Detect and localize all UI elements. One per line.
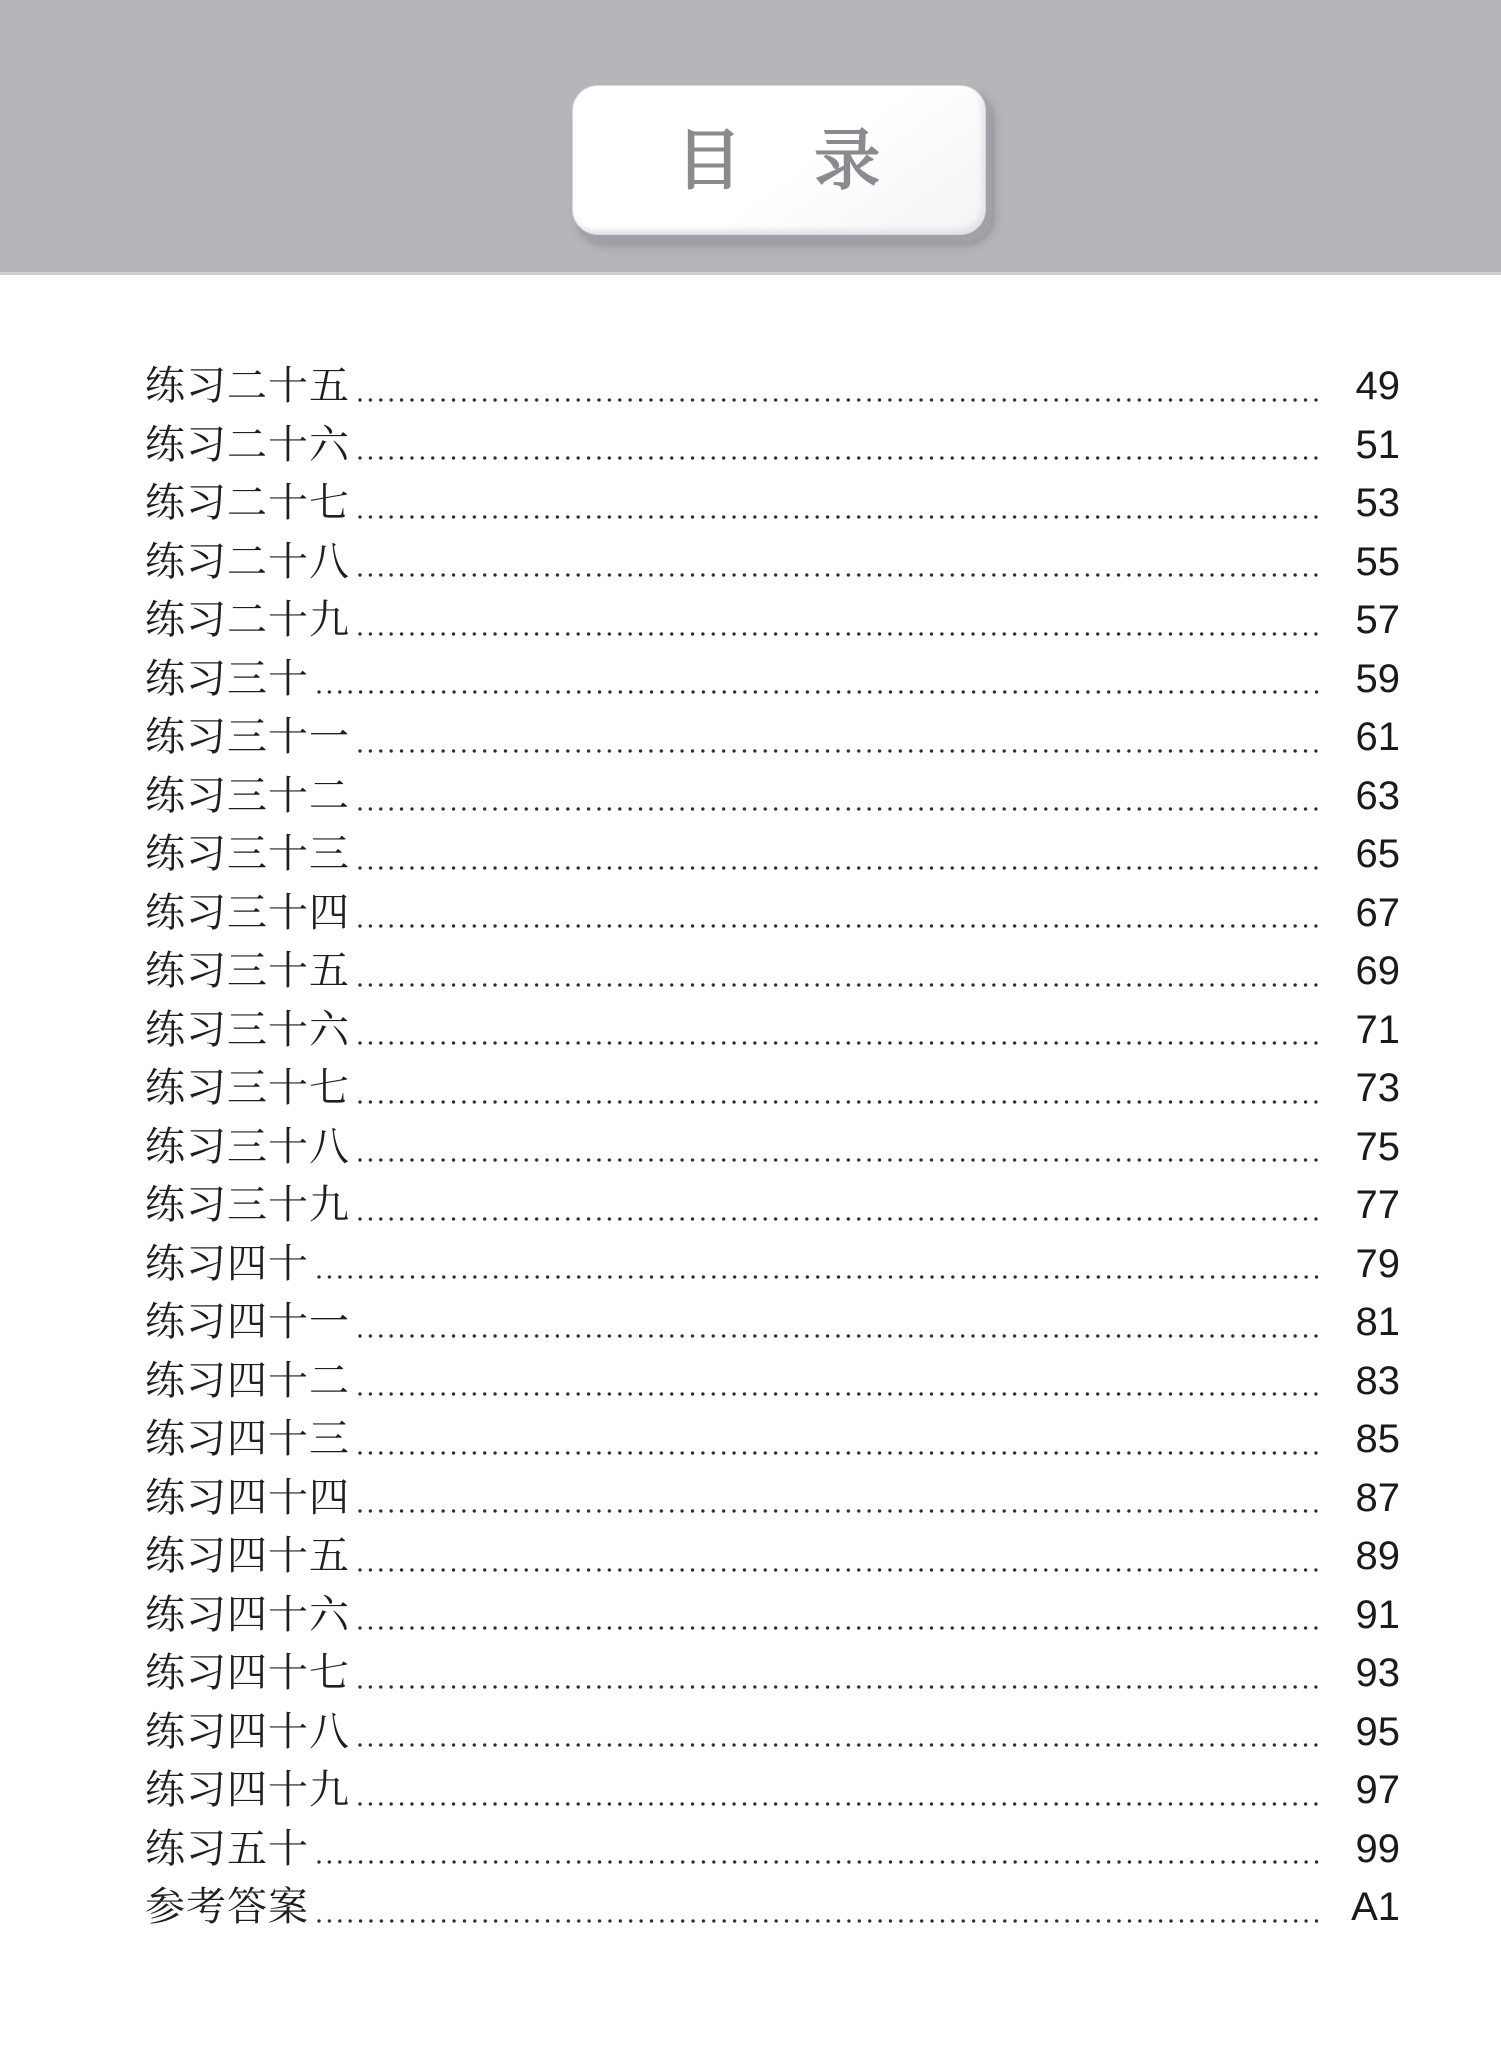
toc-entry-label: 练习四十三 <box>145 1417 350 1461</box>
page-title: 目 录 <box>675 123 883 197</box>
toc-entry-label: 练习四十四 <box>145 1475 350 1520</box>
dot-leader <box>358 1217 1324 1221</box>
dot-leader <box>358 1451 1324 1455</box>
toc-entry <box>145 1878 1400 1937</box>
toc-entry-label: 练习四十六 <box>145 1592 350 1637</box>
toc-entry <box>145 1293 1400 1352</box>
toc-entry-page: 61 <box>1355 715 1400 759</box>
dot-leader <box>358 1685 1324 1689</box>
toc-entry <box>145 1586 1400 1645</box>
toc-entry-label: 练习三十六 <box>145 1007 350 1052</box>
toc-entry <box>145 1235 1400 1294</box>
toc-entry-label: 练习四十七 <box>145 1651 350 1695</box>
toc-entry-page: 93 <box>1355 1651 1400 1695</box>
toc-entry-label: 练习四十二 <box>145 1358 350 1403</box>
toc-entry-page: 57 <box>1355 598 1400 642</box>
toc-entry-page: 53 <box>1355 481 1400 525</box>
toc-entry-label: 练习四十一 <box>145 1300 350 1344</box>
toc-entry-page: 67 <box>1355 890 1400 935</box>
toc-entry-page: 55 <box>1355 539 1400 584</box>
dot-leader <box>358 456 1324 460</box>
toc-entry-page: 73 <box>1355 1066 1400 1110</box>
toc-entry <box>145 1410 1400 1469</box>
dot-leader <box>358 807 1324 811</box>
toc-entry <box>145 1644 1400 1703</box>
toc-entry-page: 91 <box>1355 1592 1400 1637</box>
toc-entry <box>145 1118 1400 1177</box>
toc-entry-page: 87 <box>1355 1475 1400 1520</box>
dot-leader <box>358 1626 1324 1630</box>
toc-entry-label: 练习五十 <box>145 1826 309 1871</box>
toc-entry <box>145 1527 1400 1586</box>
dot-leader <box>317 1860 1324 1864</box>
toc-entry <box>145 591 1400 650</box>
dot-leader <box>358 1568 1324 1572</box>
toc-entry <box>145 708 1400 767</box>
dot-leader <box>358 1743 1324 1747</box>
toc-entry-page: A1 <box>1351 1885 1400 1929</box>
toc-entry-page: 69 <box>1355 949 1400 993</box>
dot-leader <box>358 1802 1324 1806</box>
toc-entry-page: 65 <box>1355 832 1400 876</box>
toc-entry-label: 练习四十五 <box>145 1534 350 1578</box>
toc-entry <box>145 533 1400 592</box>
toc-entry-label: 练习四十 <box>145 1241 309 1286</box>
toc-entry-label: 练习二十八 <box>145 539 350 584</box>
toc-entry-page: 95 <box>1355 1709 1400 1754</box>
toc-entry-page: 99 <box>1355 1826 1400 1871</box>
dot-leader <box>358 1509 1324 1513</box>
dot-leader <box>317 1919 1324 1923</box>
toc-title-plaque <box>572 85 986 235</box>
dot-leader <box>358 983 1324 987</box>
toc-entry-page: 59 <box>1355 656 1400 701</box>
dot-leader <box>358 1392 1324 1396</box>
toc-entry <box>145 1176 1400 1235</box>
dot-leader <box>358 398 1324 402</box>
dot-leader <box>358 632 1324 636</box>
dot-leader <box>358 749 1324 753</box>
dot-leader <box>358 515 1324 519</box>
toc-entry-page: 75 <box>1355 1124 1400 1169</box>
toc-entry-label: 练习二十七 <box>145 481 350 525</box>
toc-entry-label: 练习三十八 <box>145 1124 350 1169</box>
dot-leader <box>358 866 1324 870</box>
toc-entry <box>145 1761 1400 1820</box>
toc-entry <box>145 474 1400 533</box>
toc-entry-label: 参考答案 <box>145 1885 309 1929</box>
toc-entry-page: 85 <box>1355 1417 1400 1461</box>
toc-entry-label: 练习二十五 <box>145 364 350 408</box>
toc-entry <box>145 650 1400 709</box>
toc-entry-label: 练习三十四 <box>145 890 350 935</box>
toc-entry <box>145 357 1400 416</box>
toc-entry <box>145 1469 1400 1528</box>
dot-leader <box>358 573 1324 577</box>
toc-entry-label: 练习三十一 <box>145 715 350 759</box>
toc-entry-page: 71 <box>1355 1007 1400 1052</box>
toc-entry-label: 练习三十五 <box>145 949 350 993</box>
toc-entry <box>145 942 1400 1001</box>
toc-entry <box>145 825 1400 884</box>
toc-entry-page: 63 <box>1355 773 1400 818</box>
dot-leader <box>358 924 1324 928</box>
dot-leader <box>358 1041 1324 1045</box>
toc-list <box>145 357 1400 1937</box>
toc-entry-page: 97 <box>1355 1768 1400 1812</box>
toc-entry <box>145 1352 1400 1411</box>
header-banner <box>0 0 1501 275</box>
toc-entry-page: 79 <box>1355 1241 1400 1286</box>
dot-leader <box>358 1100 1324 1104</box>
toc-entry <box>145 1059 1400 1118</box>
toc-entry-label: 练习四十九 <box>145 1768 350 1812</box>
toc-entry <box>145 416 1400 475</box>
toc-entry <box>145 884 1400 943</box>
toc-entry-page: 83 <box>1355 1358 1400 1403</box>
toc-entry-label: 练习二十六 <box>145 422 350 467</box>
toc-entry-label: 练习三十 <box>145 656 309 701</box>
toc-entry-page: 77 <box>1355 1183 1400 1227</box>
toc-entry-label: 练习三十九 <box>145 1183 350 1227</box>
toc-entry-page: 89 <box>1355 1534 1400 1578</box>
dot-leader <box>358 1158 1324 1162</box>
toc-entry-page: 81 <box>1355 1300 1400 1344</box>
toc-entry-label: 练习四十八 <box>145 1709 350 1754</box>
toc-entry <box>145 1703 1400 1762</box>
dot-leader <box>358 1334 1324 1338</box>
toc-entry <box>145 1820 1400 1879</box>
toc-entry-label: 练习三十七 <box>145 1066 350 1110</box>
toc-entry-page: 51 <box>1355 422 1400 467</box>
toc-entry <box>145 1001 1400 1060</box>
toc-entry-label: 练习三十二 <box>145 773 350 818</box>
dot-leader <box>317 690 1324 694</box>
toc-entry-page: 49 <box>1355 364 1400 408</box>
toc-entry-label: 练习二十九 <box>145 598 350 642</box>
dot-leader <box>317 1275 1324 1279</box>
toc-entry-label: 练习三十三 <box>145 832 350 876</box>
toc-entry <box>145 767 1400 826</box>
